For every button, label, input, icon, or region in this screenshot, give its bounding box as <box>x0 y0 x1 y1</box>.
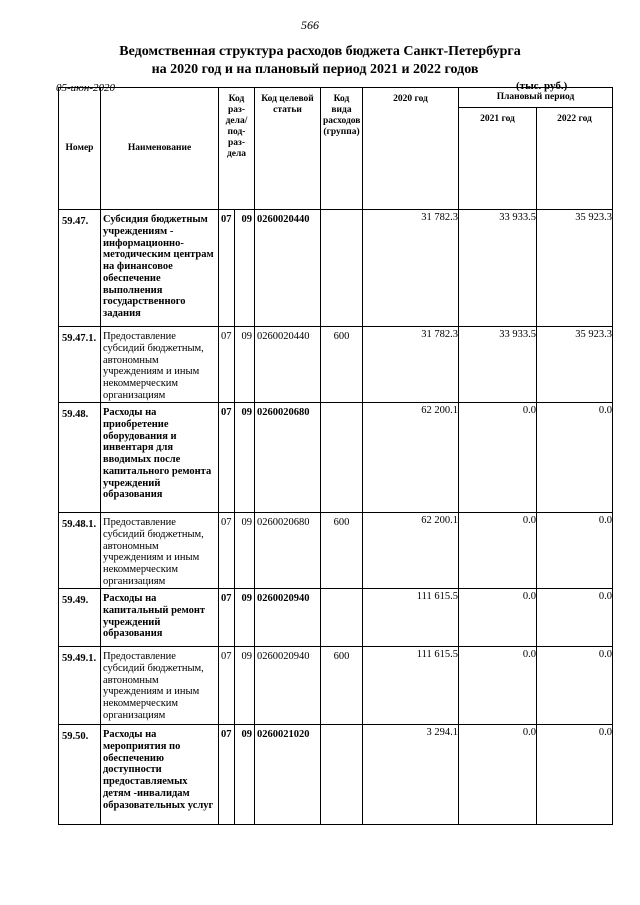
row-subsection-code: 09 <box>235 210 255 327</box>
row-section-code: 07 <box>219 327 235 403</box>
row-expense-type: 600 <box>321 647 363 725</box>
row-section-code: 07 <box>219 403 235 513</box>
row-value-2020: 31 782.3 <box>363 327 459 403</box>
budget-table <box>58 87 613 825</box>
row-target-code: 0260020440 <box>255 210 321 327</box>
row-number: 59.47.1. <box>59 327 101 403</box>
header-year-2021: 2021 год <box>459 108 537 210</box>
row-target-code: 0260021020 <box>255 725 321 825</box>
row-expense-type: 600 <box>321 513 363 589</box>
header-name: Наименование <box>101 88 219 210</box>
row-subsection-code: 09 <box>235 725 255 825</box>
row-target-code: 0260020440 <box>255 327 321 403</box>
table-row <box>59 647 613 725</box>
row-subsection-code: 09 <box>235 327 255 403</box>
page-number: 566 <box>301 18 319 32</box>
row-value-2020: 3 294.1 <box>363 725 459 825</box>
header-number: Номер <box>59 88 101 210</box>
row-section-code: 07 <box>219 210 235 327</box>
row-subsection-code: 09 <box>235 403 255 513</box>
row-number: 59.47. <box>59 210 101 327</box>
table-row <box>59 210 613 327</box>
row-number: 59.48. <box>59 403 101 513</box>
row-name: Предоставление субсидий бюджетным, автономным учреждениям и иным некоммерческим организациям <box>101 513 219 589</box>
table-body <box>59 210 613 825</box>
row-name: Субсидия бюджетным учреждениям - информационно-методическим центрам на финансовое обеспечение выполнения государственного задания <box>101 210 219 327</box>
row-section-code: 07 <box>219 725 235 825</box>
row-target-code: 0260020940 <box>255 589 321 647</box>
row-name: Предоставление субсидий бюджетным, автономным учреждениям и иным некоммерческим организациям <box>101 647 219 725</box>
row-value-2020: 111 615.5 <box>363 647 459 725</box>
row-name: Расходы на мероприятия по обеспечению доступности предоставляемых детям -инвалидам образовательных услуг <box>101 725 219 825</box>
row-value-2021: 33 933.5 <box>459 210 537 327</box>
row-target-code: 0260020680 <box>255 513 321 589</box>
table-header <box>59 88 613 210</box>
row-section-code: 07 <box>219 513 235 589</box>
row-number: 59.49.1. <box>59 647 101 725</box>
row-value-2020: 62 200.1 <box>363 403 459 513</box>
row-value-2021: 0.0 <box>459 513 537 589</box>
row-number: 59.48.1. <box>59 513 101 589</box>
row-expense-type <box>321 210 363 327</box>
table-row <box>59 725 613 825</box>
table-row <box>59 513 613 589</box>
row-value-2021: 0.0 <box>459 589 537 647</box>
header-expense-type: Код вида расходов (группа) <box>321 88 363 210</box>
header-section-code: Код раз- дела/ под- раз- дела <box>219 88 255 210</box>
document-title-line2: на 2020 год и на плановый период 2021 и 2022 годов <box>151 62 479 77</box>
document-title-line1: Ведомственная структура расходов бюджета Санкт-Петербурга <box>119 44 521 59</box>
row-value-2022: 0.0 <box>537 403 613 513</box>
header-year-2022: 2022 год <box>537 108 613 210</box>
table-row <box>59 589 613 647</box>
row-value-2020: 111 615.5 <box>363 589 459 647</box>
row-name: Расходы на капитальный ремонт учреждений образования <box>101 589 219 647</box>
header-planned-period: Плановый период <box>459 88 613 108</box>
row-subsection-code: 09 <box>235 589 255 647</box>
row-number: 59.49. <box>59 589 101 647</box>
row-value-2020: 31 782.3 <box>363 210 459 327</box>
row-expense-type <box>321 725 363 825</box>
row-value-2021: 0.0 <box>459 725 537 825</box>
units-label: (тыс. руб.) <box>516 80 568 92</box>
row-target-code: 0260020680 <box>255 403 321 513</box>
header-year-2020: 2020 год <box>363 88 459 210</box>
row-value-2022: 35 923.3 <box>537 210 613 327</box>
table-row <box>59 327 613 403</box>
row-expense-type <box>321 403 363 513</box>
row-value-2020: 62 200.1 <box>363 513 459 589</box>
table-row <box>59 403 613 513</box>
row-expense-type <box>321 589 363 647</box>
row-value-2021: 0.0 <box>459 647 537 725</box>
row-target-code: 0260020940 <box>255 647 321 725</box>
row-value-2021: 0.0 <box>459 403 537 513</box>
row-value-2022: 0.0 <box>537 647 613 725</box>
row-number: 59.50. <box>59 725 101 825</box>
row-name: Предоставление субсидий бюджетным, автономным учреждениям и иным некоммерческим организациям <box>101 327 219 403</box>
row-value-2022: 0.0 <box>537 589 613 647</box>
row-subsection-code: 09 <box>235 513 255 589</box>
row-subsection-code: 09 <box>235 647 255 725</box>
row-value-2021: 33 933.5 <box>459 327 537 403</box>
header-target-code: Код целевой статьи <box>255 88 321 210</box>
row-expense-type: 600 <box>321 327 363 403</box>
document-date: 05-июн-2020 <box>56 82 116 94</box>
row-value-2022: 0.0 <box>537 513 613 589</box>
row-value-2022: 0.0 <box>537 725 613 825</box>
row-value-2022: 35 923.3 <box>537 327 613 403</box>
row-section-code: 07 <box>219 647 235 725</box>
row-section-code: 07 <box>219 589 235 647</box>
row-name: Расходы на приобретение оборудования и инвентаря для вводимых после капитального ремонта учреждений образования <box>101 403 219 513</box>
